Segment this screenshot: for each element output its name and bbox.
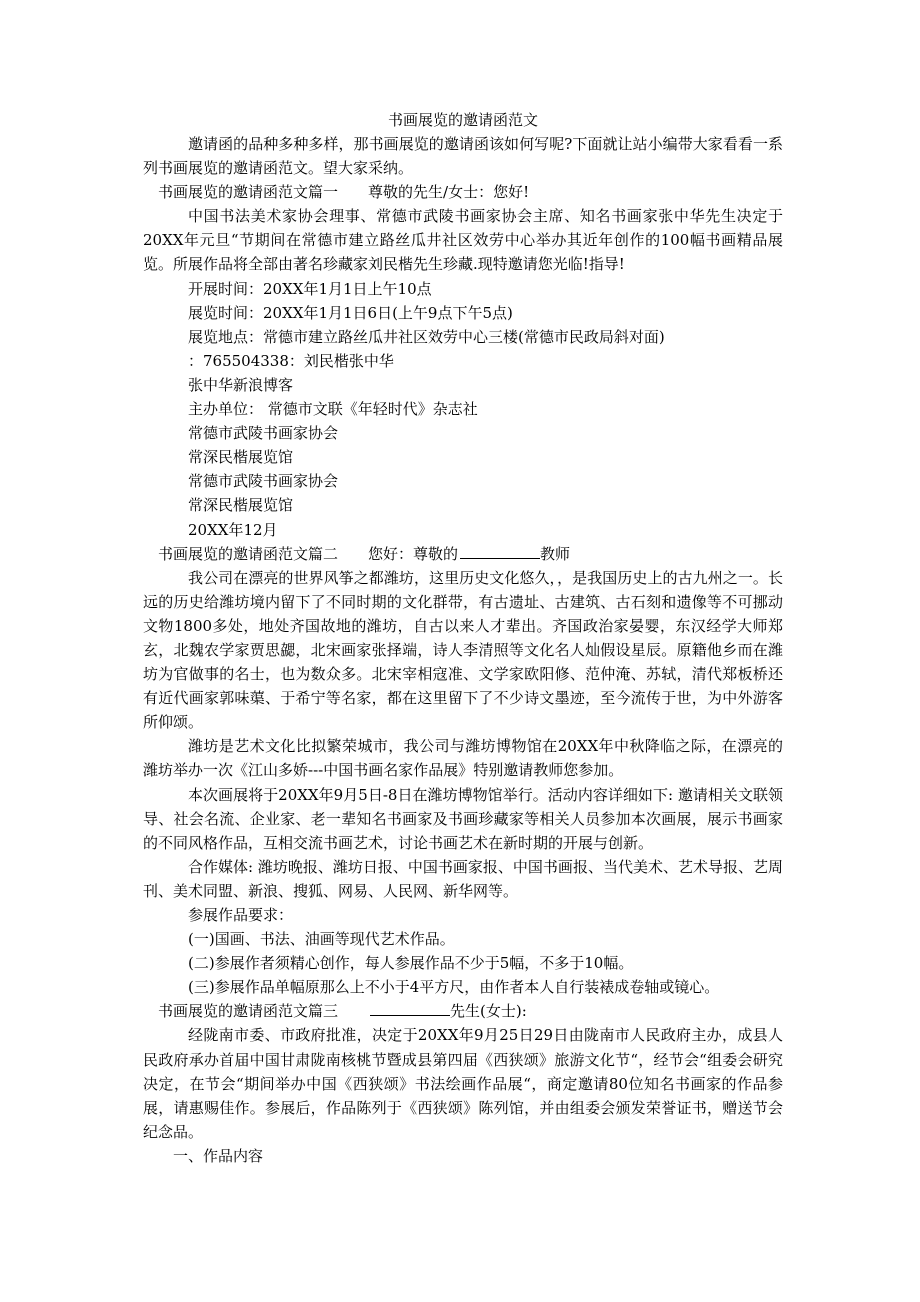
section-3-salutation: 先生(女士): <box>450 1002 527 1021</box>
section-3-heading: 书画展览的邀请函范文篇三 <box>158 1002 339 1021</box>
section-2-salutation: 您好：尊敬的 <box>368 544 459 563</box>
section-2-paragraph: 我公司在漂亮的世界风筝之都潍坊，这里历史文化悠久，，是我国历史上的古九州之一。长远的历史给潍坊境内留下了不同时期的文化群带，有古遗址、古建筑、古石刻和遗像等不可挪动文物1800多处，地处齐国故地的潍坊，自古以来人才辈出。齐国政治家晏婴，东汉经学大师郑玄，北魏农学家贾思勰，北宋画家张择端，诗人李清照等文化名人灿假设星辰。原籍他乡而在潍坊为官做事的名士，也为数众多。北宋宰相寇准、文学家欧阳修、范仲淹、苏轼，清代郑板桥还有近代画家郭味蕖、于希宁等名家，都在这里留下了不少诗文墨迹，至今流传于世，为中外游客所仰颂。 <box>143 568 783 732</box>
section-1-heading-line <box>143 180 783 204</box>
section-1-line: 展览地点：常德市建立路丝瓜井社区效劳中心三楼(常德市民政局斜对面) <box>188 327 665 346</box>
section-2-paragraph: 合作媒体: 潍坊晚报、潍坊日报、中国书画家报、中国书画报、当代美术、艺术导报、艺周刊、美术同盟、新浪、搜狐、网易、人民网、新华网等。 <box>143 857 783 900</box>
section-2-line: (三)参展作品单幅原那么上不小于4平方尺，由作者本人自行装裱成卷轴或镜心。 <box>188 978 720 997</box>
section-1-line: 开展时间：20XX年1月1日上午10点 <box>188 279 432 298</box>
name-blank <box>370 999 450 1016</box>
section-2-heading-line <box>143 542 783 566</box>
document-page <box>143 108 783 1168</box>
section-1-heading: 书画展览的邀请函范文篇一 <box>158 183 339 202</box>
section-1-line: 常深民楷展览馆 <box>188 448 294 467</box>
section-1-body: 中国书法美术家协会理事、常德市武陵书画家协会主席、知名书画家张中华先生决定于20XX年元旦“节期间在常德市建立路丝瓜井社区效劳中心举办其近年创作的100幅书画精品展览。所展作品将全部由著名珍藏家刘民楷先生珍藏.现特邀请您光临!指导! <box>143 207 783 274</box>
section-2-line: 参展作品要求： <box>188 906 294 924</box>
document-title: 书画展览的邀请函范文 <box>387 111 538 129</box>
section-1-date: 20XX年12月 <box>188 520 278 539</box>
section-2-line: (二)参展作者须精心创作，每人参展作品不少于5幅，不多于10幅。 <box>188 954 634 973</box>
section-1-salutation: 尊敬的先生/女士：您好! <box>368 183 530 202</box>
section-2-heading: 书画展览的邀请函范文篇二 <box>158 544 339 563</box>
section-3-item: 一、作品内容 <box>173 1146 264 1165</box>
section-1-line: 常深民楷展览馆 <box>188 496 294 515</box>
name-blank <box>460 542 540 559</box>
section-3-body: 经陇南市委、市政府批准，决定于20XX年9月25日29日由陇南市人民政府主办，成县人民政府承办首届中国甘肃陇南核桃节暨成县第四届《西狭颂》旅游文化节“，经节会“组委会研究决定，在节会“期间举办中国《西狭颂》书法绘画作品展“，商定邀请80位知名书画家的作品参展，请惠赐佳作。参展后，作品陈列于《西狭颂》陈列馆，并由组委会颁发荣誉证书，赠送节会纪念品。 <box>143 1026 783 1141</box>
section-1-line: 常德市武陵书画家协会 <box>188 424 339 443</box>
section-2-salutation-suffix: 教师 <box>540 544 571 563</box>
section-2-line: (一)国画、书法、油画等现代艺术作品。 <box>188 930 455 949</box>
section-1-line: 常德市武陵书画家协会 <box>188 472 339 491</box>
section-3-heading-line <box>143 999 783 1023</box>
section-2-paragraph: 潍坊是艺术文化比拟繁荣城市，我公司与潍坊博物馆在20XX年中秋降临之际，在漂亮的潍坊举办一次《江山多娇---中国书画名家作品展》特别邀请教师您参加。 <box>143 737 783 780</box>
intro-paragraph: 邀请函的品种多种多样，那书画展览的邀请函该如何写呢?下面就让站小编带大家看看一系列书画展览的邀请函范文。望大家采纳。 <box>143 135 783 178</box>
section-2-paragraph: 本次画展将于20XX年9月5日-8日在潍坊博物馆举行。活动内容详细如下: 邀请相关文联领导、社会名流、企业家、老一辈知名书画家及书画珍藏家等相关人员参加本次画展，展示书画家的不同风格作品，互相交流书画艺术，讨论书画艺术在新时期的开展与创新。 <box>143 785 783 852</box>
section-1-line: 张中华新浪博客 <box>188 375 294 394</box>
section-1-line: ：765504338：刘民楷张中华 <box>188 351 394 370</box>
section-1-line: 展览时间：20XX年1月1日6日(上午9点下午5点) <box>188 303 513 322</box>
section-1-line: 主办单位： 常德市文联《年轻时代》杂志社 <box>188 400 478 419</box>
